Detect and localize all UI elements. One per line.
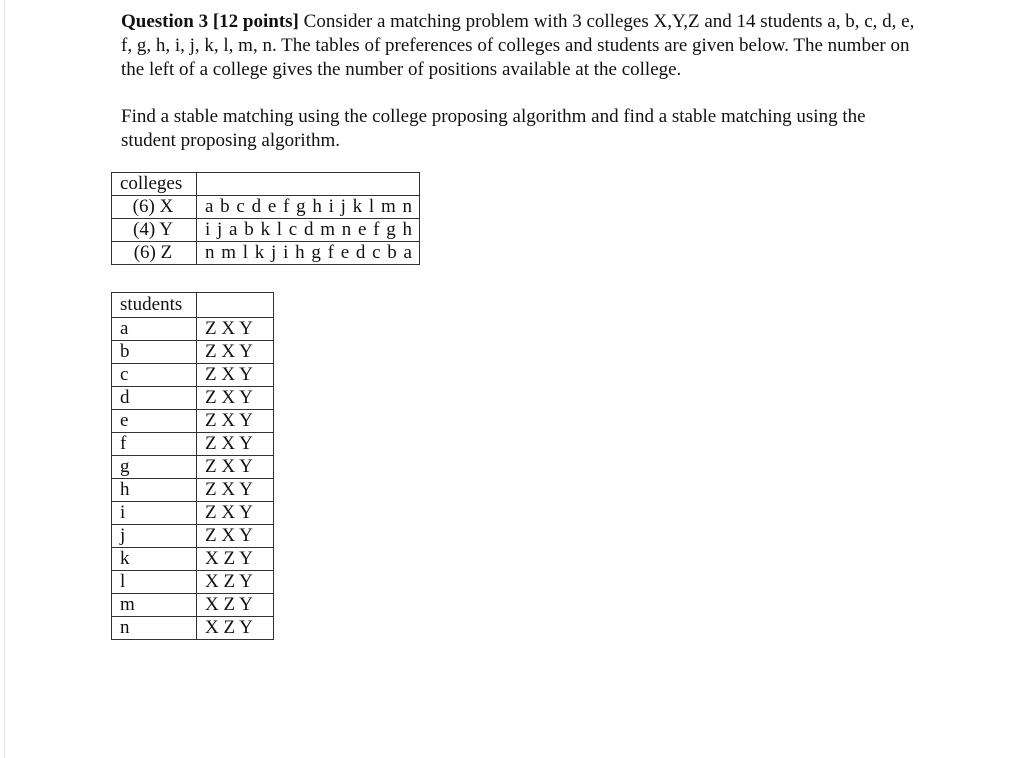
colleges-header: colleges bbox=[112, 173, 197, 196]
students-header-blank bbox=[197, 293, 274, 318]
college-preferences: n m l k j i h g f e d c b a bbox=[197, 242, 420, 265]
student-preferences: Z X Y bbox=[197, 318, 274, 341]
student-preferences: X Z Y bbox=[197, 571, 274, 594]
student-name: h bbox=[112, 479, 197, 502]
student-name: c bbox=[112, 364, 197, 387]
student-row bbox=[112, 410, 274, 433]
student-preferences: Z X Y bbox=[197, 525, 274, 548]
student-name: j bbox=[112, 525, 197, 548]
student-name: k bbox=[112, 548, 197, 571]
page-edge bbox=[4, 0, 5, 758]
student-preferences: X Z Y bbox=[197, 548, 274, 571]
student-name: l bbox=[112, 571, 197, 594]
student-preferences: Z X Y bbox=[197, 387, 274, 410]
student-preferences: Z X Y bbox=[197, 341, 274, 364]
question-intro bbox=[121, 10, 921, 82]
student-preferences: Z X Y bbox=[197, 456, 274, 479]
student-preferences: Z X Y bbox=[197, 410, 274, 433]
student-row bbox=[112, 502, 274, 525]
student-name: m bbox=[112, 594, 197, 617]
student-row bbox=[112, 548, 274, 571]
student-preferences: X Z Y bbox=[197, 594, 274, 617]
student-row bbox=[112, 387, 274, 410]
students-preference-table bbox=[111, 292, 274, 640]
student-preferences: Z X Y bbox=[197, 502, 274, 525]
question-block bbox=[121, 10, 921, 153]
colleges-header-row bbox=[112, 173, 420, 196]
students-header: students bbox=[112, 293, 197, 318]
student-name: b bbox=[112, 341, 197, 364]
student-row bbox=[112, 617, 274, 640]
student-row bbox=[112, 456, 274, 479]
student-row bbox=[112, 571, 274, 594]
student-preferences: Z X Y bbox=[197, 364, 274, 387]
college-preferences: a b c d e f g h i j k l m n bbox=[197, 196, 420, 219]
student-row bbox=[112, 594, 274, 617]
student-name: e bbox=[112, 410, 197, 433]
student-name: n bbox=[112, 617, 197, 640]
colleges-header-blank bbox=[197, 173, 420, 196]
student-preferences: Z X Y bbox=[197, 433, 274, 456]
college-name: (4) Y bbox=[112, 219, 197, 242]
question-title: Question 3 [12 points] bbox=[121, 11, 299, 32]
college-name: (6) Z bbox=[112, 242, 197, 265]
student-name: d bbox=[112, 387, 197, 410]
college-row bbox=[112, 196, 420, 219]
students-header-row bbox=[112, 293, 274, 318]
college-name: (6) X bbox=[112, 196, 197, 219]
college-row bbox=[112, 242, 420, 265]
student-row bbox=[112, 525, 274, 548]
student-preferences: X Z Y bbox=[197, 617, 274, 640]
student-name: g bbox=[112, 456, 197, 479]
student-row bbox=[112, 433, 274, 456]
college-preferences: i j a b k l c d m n e f g h bbox=[197, 219, 420, 242]
student-name: f bbox=[112, 433, 197, 456]
student-row bbox=[112, 479, 274, 502]
student-name: i bbox=[112, 502, 197, 525]
student-row bbox=[112, 364, 274, 387]
question-intro-text: Consider a matching problem with 3 colleges X,Y,Z and 14 students a, b, c, d, e, f, g, h, i, j, k, l, m, n. The tables of preferences of colleges and students are given below. The number on the left of a college gives the number of positions available at the college. bbox=[121, 11, 915, 80]
student-name: a bbox=[112, 318, 197, 341]
student-row bbox=[112, 341, 274, 364]
student-preferences: Z X Y bbox=[197, 479, 274, 502]
college-row bbox=[112, 219, 420, 242]
question-task: Find a stable matching using the college proposing algorithm and find a stable matching using the student proposing algorithm. bbox=[121, 106, 866, 151]
student-row bbox=[112, 318, 274, 341]
colleges-preference-table bbox=[111, 172, 420, 265]
